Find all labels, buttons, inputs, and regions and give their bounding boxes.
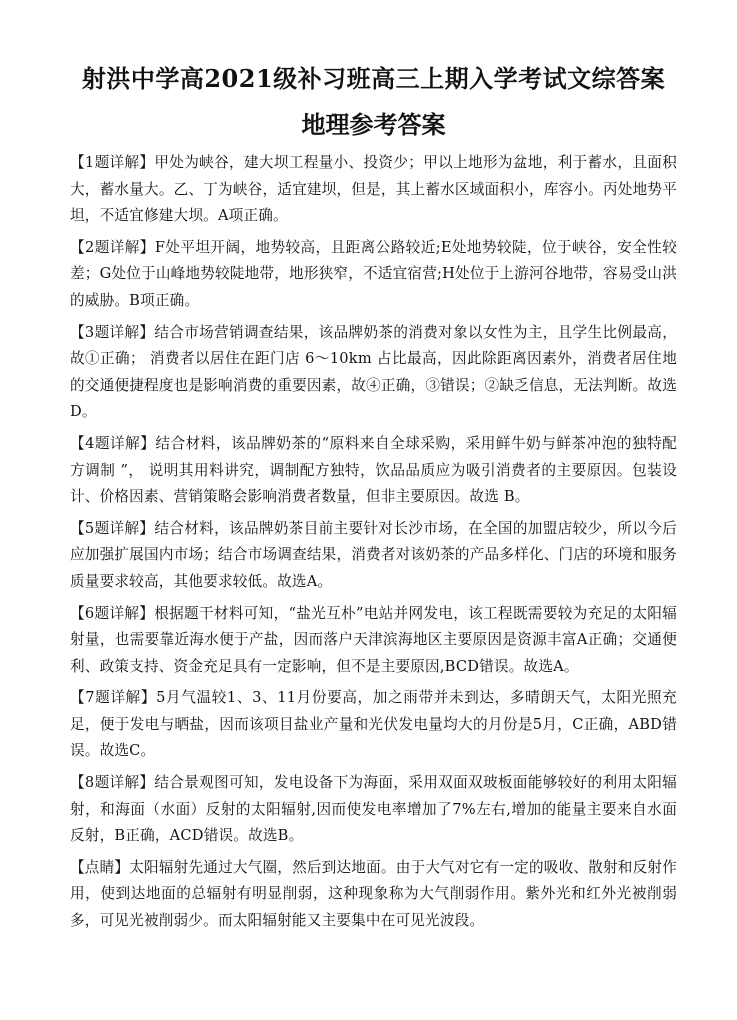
- answer-text: 结合材料，该品牌奶茶的“原料来自全球采购，采用鲜牛奶与鲜茶冲泡的独特配方调制 ”， 说明其用料讲究，调制配方独特，饮品品质应为吸引消费者的主要原因。包装设计、价格因素、营销策略会影响消费者数量，但非主要原因。故选 B。: [70, 434, 677, 506]
- answer-text: 结合材料，该品牌奶茶目前主要针对长沙市场，在全国的加盟店较少，所以今后应加强扩展国内市场；结合市场调查结果，消费者对该奶茶的产品多样化、门店的环境和服务质量要求较高，其他要求较低。故选A。: [70, 519, 677, 590]
- answer-paragraph: [70, 431, 677, 511]
- note-text: 太阳辐射先通过大气圈，然后到达地面。由于大气对它有一定的吸收、散射和反射作用，使到达地面的总辐射有明显削弱，这种现象称为大气削弱作用。紫外光和红外光被削弱多，可见光被削弱少。而太阳辐射能又主要集中在可见光波段。: [70, 858, 678, 930]
- question-tag: 【1题详解】: [70, 154, 155, 171]
- answer-paragraph: [70, 150, 677, 230]
- answer-paragraph: [70, 601, 677, 681]
- answer-paragraph: [70, 320, 677, 426]
- question-tag: 【6题详解】: [70, 604, 155, 622]
- answer-text: 5月气温较1、3、11月份要高，加之雨带并未到达，多晴朗天气，太阳光照充足，便于发电与晒盐，因而该项目盐业产量和光伏发电量均大的月份是5月，C正确，ABD错误。故选C。: [70, 689, 677, 760]
- answer-paragraph: [70, 770, 677, 850]
- question-tag: 【2题详解】: [70, 238, 155, 256]
- note-paragraph: [70, 855, 677, 935]
- answer-text: 甲处为峡谷，建大坝工程量小、投资少；甲以上地形为盆地，利于蓄水，且面积大，蓄水量大。乙、丁为峡谷，适宜建坝，但是，其上蓄水区域面积小，库容小。丙处地势平坦，不适宜修建大坝。A项正确。: [70, 154, 677, 225]
- question-tag: 【5题详解】: [70, 519, 155, 537]
- answer-paragraph: [70, 235, 677, 315]
- answer-text: F处平坦开阔，地势较高，且距离公路较近;E处地势较陡，位于峡谷，安全性较差；G处位于山峰地势较陡地带，地形狭窄，不适宜宿营;H处位于上游河谷地带，容易受山洪的威胁。B项正确。: [70, 238, 677, 309]
- question-tag: 【8题详解】: [70, 774, 155, 792]
- document-title: 射洪中学高2021级补习班高三上期入学考试文综答案: [81, 64, 666, 93]
- answer-paragraph: [70, 685, 677, 765]
- question-tag: 【3题详解】: [70, 323, 155, 341]
- answer-text: 结合景观图可知，发电设备下为海面，采用双面双玻板面能够较好的利用太阳辐射，和海面（水面）反射的太阳辐射,因而使发电率增加了7%左右,增加的能量主要来自水面反射，B正确，ACD错误。故选B。: [70, 774, 677, 845]
- answer-text: 根据题干材料可知，“盐光互朴”电站并网发电，该工程既需要较为充足的太阳辐射量，也需要靠近海水便于产盐，因而落户天津滨海地区主要原因是资源丰富A正确；交通便利、政策支持、资金充足具有一定影响，但不是主要原因,BCD错误。故选A。: [70, 604, 677, 675]
- document-subtitle: 地理参考答案: [301, 110, 446, 139]
- question-tag: 【4题详解】: [70, 434, 156, 452]
- question-tag: 【7题详解】: [70, 689, 157, 707]
- answer-paragraph: [70, 516, 677, 596]
- answer-text: 结合市场营销调查结果，该品牌奶茶的消费对象以女性为主，且学生比例最高，故①正确； 消费者以居住在距门店 6～10km 占比最高，因此除距离因素外，消费者居住地的交通便捷程度也是影响消费的重要因素，故④正确，③错误；②缺乏信息，无法判断。故选 D。: [70, 323, 677, 421]
- note-tag: 【点睛】: [70, 858, 130, 876]
